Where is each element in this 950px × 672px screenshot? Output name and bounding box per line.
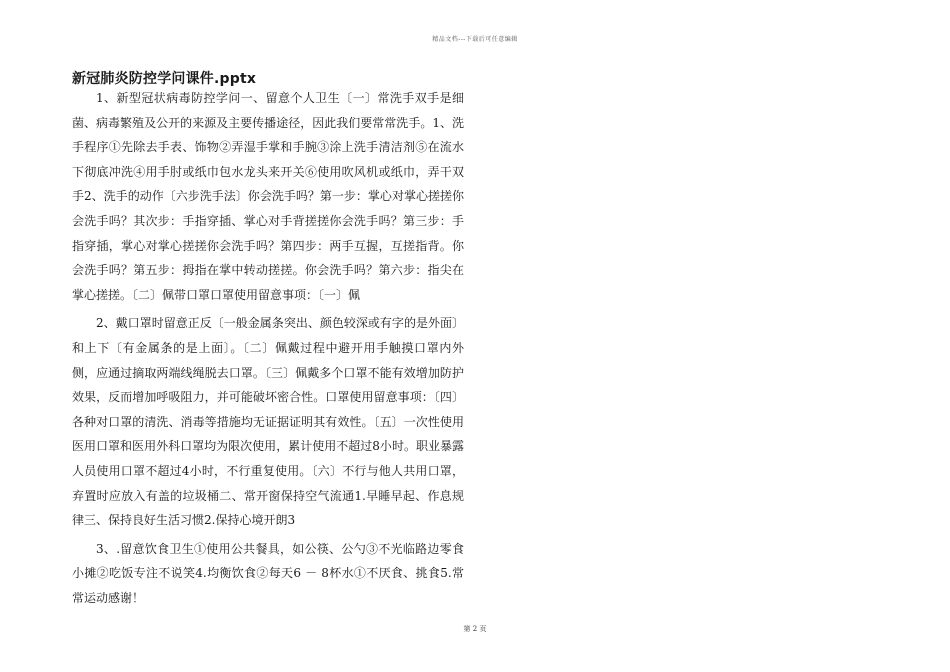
paragraph-3: 3、.留意饮食卫生①使用公共餐具，如公筷、公勺③不光临路边零食小摊②吃饭专注不说笑4.均衡饮食②每天6 － 8杯水①不厌食、挑食5.常常运动感谢！: [72, 541, 464, 605]
paragraph-1: 1、新型冠状病毒防控学问一、留意个人卫生〔一〕常洗手双手是细菌、病毒繁殖及公开的来源及主要传播途径，因此我们要常常洗手。1、洗手程序①先除去手表、饰物②弄湿手掌和手腕③涂上洗手清洁剂⑤在流水下彻底冲洗④用手肘或纸巾包水龙头来开关⑥使用吹风机或纸巾，弄干双手2、洗手的动作〔六步洗手法〕你会洗手吗？第一步：掌心对掌心搓搓你会洗手吗？其次步：手指穿插、掌心对手背搓搓你会洗手吗？第三步：手指穿插，掌心对掌心搓搓你会洗手吗？第四步：两手互握，互搓指背。你会洗手吗？第五步：拇指在掌中转动搓搓。你会洗手吗？第六步：指尖在掌心搓搓。〔二〕佩带口罩口罩使用留意事项：〔一〕佩: [72, 91, 464, 302]
page-number: 第 2 页: [463, 625, 487, 633]
document-title: 新冠肺炎防控学问课件.pptx: [72, 71, 257, 87]
paragraph-2: 2、戴口罩时留意正反〔一般金属条突出、颜色较深或有字的是外面〕和上下〔有金属条的是上面〕。〔二〕佩戴过程中避开用手触摸口罩内外侧，应通过摘取两端线绳脱去口罩。〔三〕佩戴多个口罩不能有效增加防护效果，反而增加呼吸阻力，并可能破坏密合性。口罩使用留意事项：〔四〕各种对口罩的清洗、消毒等措施均无证据证明其有效性。〔五〕一次性使用医用口罩和医用外科口罩均为限次使用，累计使用不超过8小时。职业暴露人员使用口罩不超过4小时，不行重复使用。〔六〕不行与他人共用口罩，弃置时应放入有盖的垃圾桶二、常开窗保持空气流通1.早睡早起、作息规律三、保持良好生活习惯2.保持心境开朗3: [72, 316, 464, 528]
page-header: 精品文档---下载后可任意编辑: [432, 36, 518, 43]
document-body: [72, 86, 464, 610]
